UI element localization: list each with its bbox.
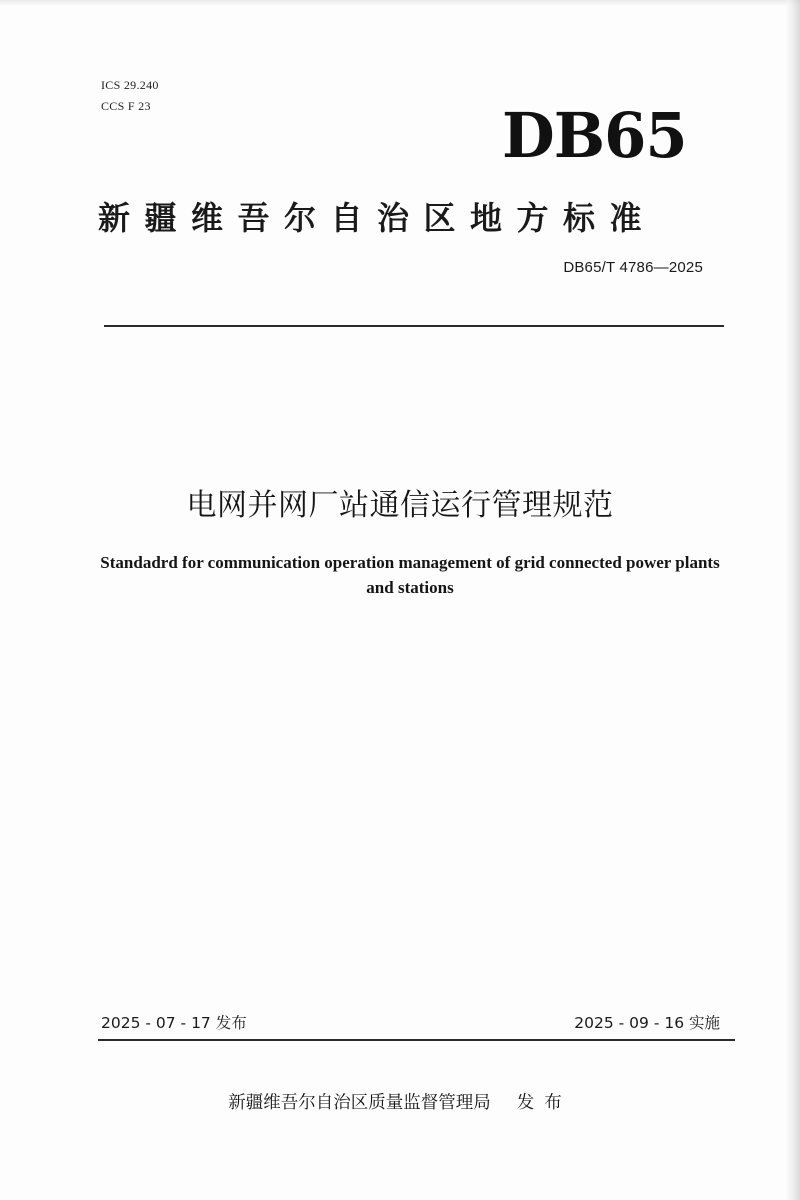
title-english: Standadrd for communication operation management of grid connected power plants and stations: [100, 553, 720, 597]
footer-divider: [98, 1039, 735, 1041]
scan-shadow-top: [0, 0, 800, 6]
title-chinese: 电网并网厂站通信运行管理规范: [186, 488, 614, 523]
issue-action: 发布: [516, 1093, 572, 1113]
db65-logo: DB65: [502, 99, 687, 172]
ccs-code: CCS F 23: [101, 99, 151, 113]
issuing-authority-line: [0, 1089, 800, 1114]
issue-date: 2025 - 07 - 17 发布: [101, 1014, 247, 1032]
header-divider: [104, 325, 724, 327]
ics-code: ICS 29.240: [101, 78, 159, 92]
scan-shadow-right: [786, 0, 800, 1200]
standard-number: DB65/T 4786—2025: [563, 259, 703, 276]
implementation-date: 2025 - 09 - 16 实施: [574, 1014, 720, 1032]
standard-type-heading: 新疆维吾尔自治区地方标准: [98, 199, 657, 237]
issuing-authority: 新疆维吾尔自治区质量监督管理局: [228, 1093, 491, 1113]
